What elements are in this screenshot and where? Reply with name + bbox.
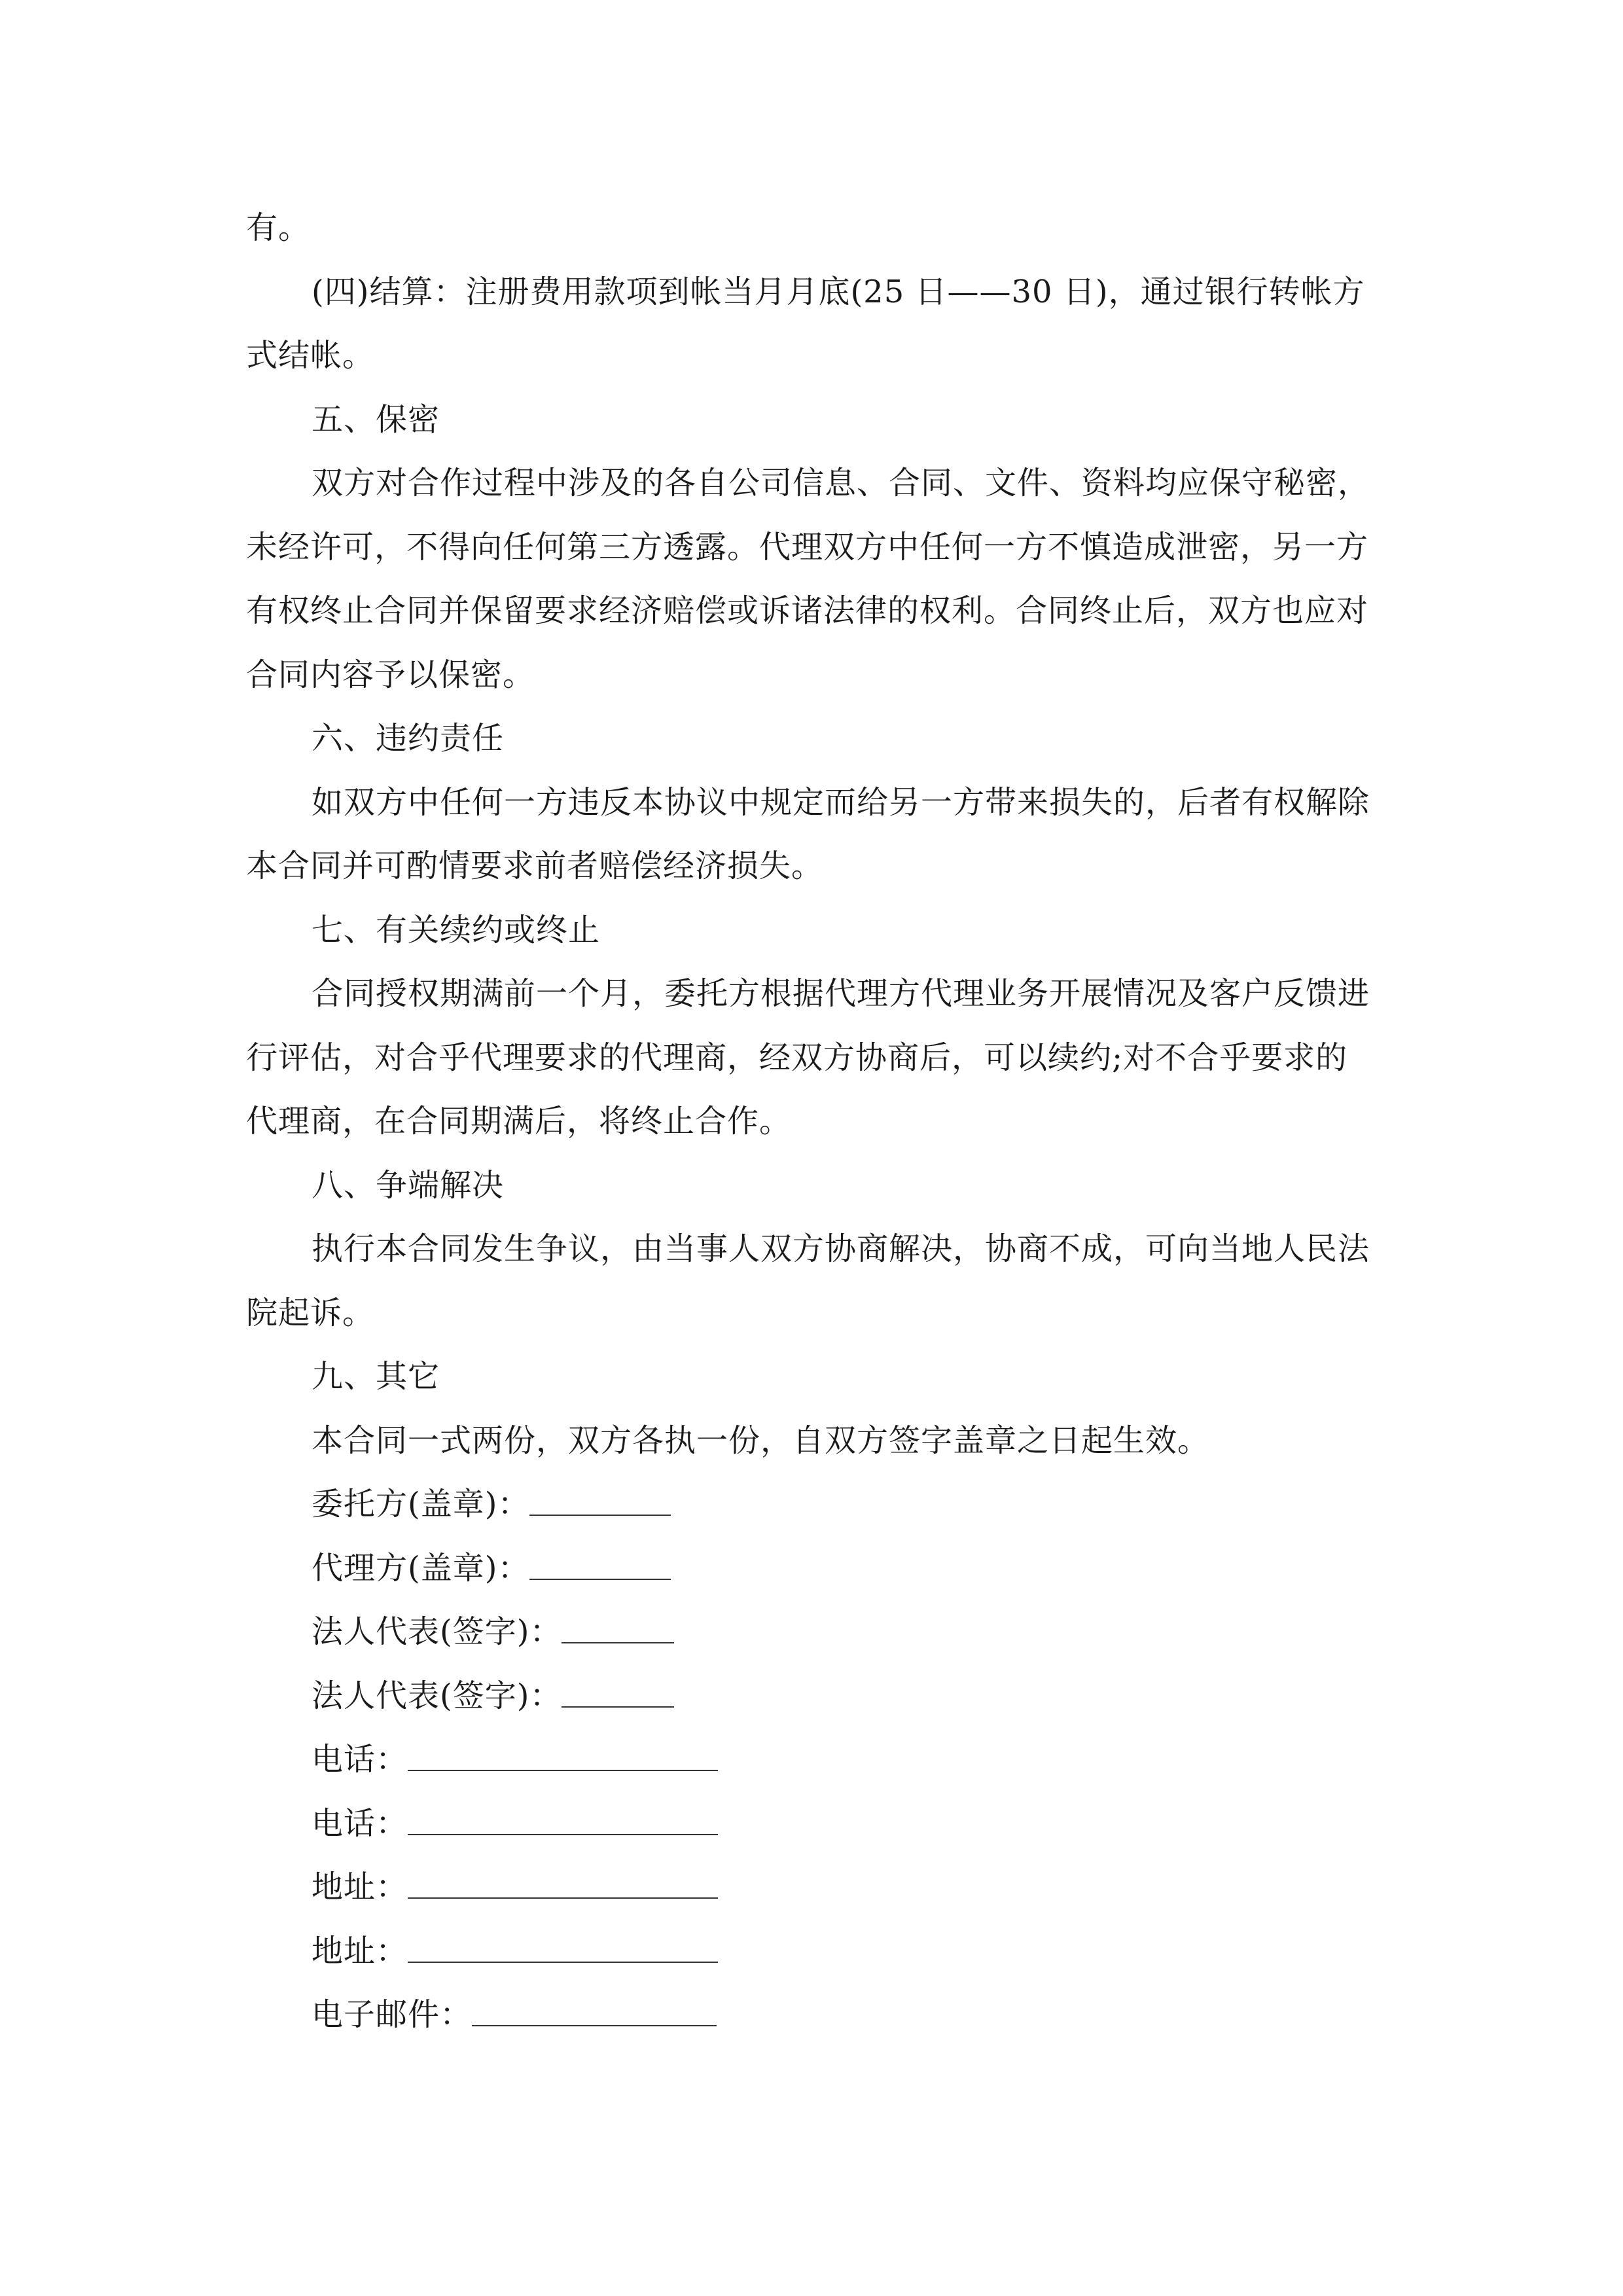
paragraph-line: 合同授权期满前一个月，委托方根据代理方代理业务开展情况及客户反馈进	[312, 975, 1370, 1012]
paragraph-line: 有权终止合同并保留要求经济赔偿或诉诸法律的权利。合同终止后，双方也应对	[246, 592, 1369, 629]
signature-blank	[562, 1641, 674, 1643]
paragraph-line: 未经许可，不得向任何第三方透露。代理双方中任何一方不慎造成泄密，另一方	[246, 528, 1369, 565]
paragraph-line: 院起诉。	[246, 1294, 375, 1331]
signature-field-legal-rep-2	[246, 1664, 1378, 1729]
signature-label: 法人代表(签字)：	[312, 1613, 562, 1650]
paragraph-line: (四)结算：注册费用款项到帐当月月底(25 日——30 日)，通过银行转帐方	[312, 273, 1365, 310]
paragraph-line: 合同内容予以保密。	[246, 656, 535, 693]
paragraph-line: 双方对合作过程中涉及的各自公司信息、合同、文件、资料均应保守秘密，	[312, 465, 1370, 501]
section-heading: 六、违约责任	[312, 720, 505, 757]
signature-label: 代理方(盖章)：	[312, 1549, 530, 1587]
section-heading: 七、有关续约或终止	[312, 911, 601, 948]
signature-field-agent-seal	[246, 1537, 1378, 1601]
signature-field-phone-1	[246, 1728, 1378, 1792]
signature-field-client-seal	[246, 1473, 1378, 1537]
signature-field-phone-2	[246, 1792, 1378, 1856]
paragraph-line: 本合同并可酌情要求前者赔偿经济损失。	[246, 848, 824, 884]
signature-blank	[529, 1578, 671, 1580]
signature-blank	[408, 1833, 718, 1835]
signature-blank	[562, 1706, 674, 1708]
signature-label: 电子邮件：	[312, 1996, 473, 2033]
signature-blank	[408, 1769, 718, 1771]
signature-label: 电话：	[312, 1804, 408, 1842]
signature-field-email	[246, 1983, 1378, 2047]
paragraph-line: 行评估，对合乎代理要求的代理商，经双方协商后，可以续约;对不合乎要求的	[246, 1039, 1348, 1076]
paragraph-line: 式结帐。	[246, 337, 375, 374]
signature-label: 法人代表(签字)：	[312, 1677, 562, 1714]
signature-label: 电话：	[312, 1741, 408, 1778]
paragraph-line: 有。	[246, 209, 311, 246]
signature-label: 地址：	[312, 1932, 408, 1969]
signature-blank	[408, 1961, 718, 1963]
signature-field-address-1	[246, 1856, 1378, 1920]
signature-label: 委托方(盖章)：	[312, 1486, 530, 1522]
signature-blank	[529, 1514, 671, 1516]
section-heading: 五、保密	[312, 401, 440, 438]
document-body	[246, 196, 1378, 2047]
section-heading: 九、其它	[312, 1358, 440, 1395]
paragraph-line: 本合同一式两份，双方各执一份，自双方签字盖章之日起生效。	[312, 1422, 1210, 1459]
signature-label: 地址：	[312, 1869, 408, 1905]
paragraph-line: 执行本合同发生争议，由当事人双方协商解决，协商不成，可向当地人民法	[312, 1230, 1370, 1267]
paragraph-line: 如双方中任何一方违反本协议中规定而给另一方带来损失的，后者有权解除	[312, 783, 1370, 821]
signature-field-legal-rep-1	[246, 1600, 1378, 1664]
signature-blank	[472, 2024, 717, 2026]
signature-field-address-2	[246, 1920, 1378, 1984]
section-heading: 八、争端解决	[312, 1166, 505, 1204]
signature-blank	[408, 1897, 718, 1899]
paragraph-line: 代理商，在合同期满后，将终止合作。	[246, 1103, 792, 1139]
